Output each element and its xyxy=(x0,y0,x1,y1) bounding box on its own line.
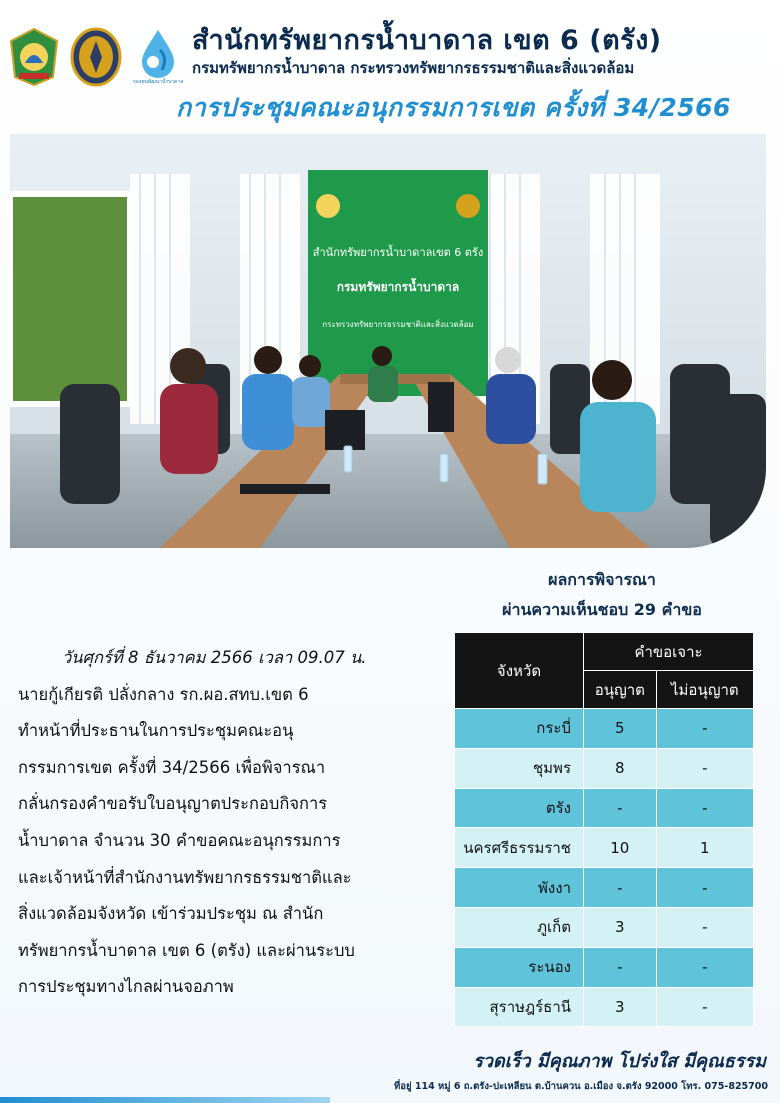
col-approved-header: อนุญาต xyxy=(584,671,657,709)
table-row xyxy=(455,748,754,788)
results-table xyxy=(454,632,754,1027)
slogan: รวดเร็ว มีคุณภาพ โปร่งใส มีคุณธรรม xyxy=(473,1051,766,1072)
approved-cell: 5 xyxy=(584,709,657,749)
province-cell: ระนอง xyxy=(455,947,584,987)
footer-bar xyxy=(0,1097,330,1103)
province-cell: ภูเก็ต xyxy=(455,907,584,947)
department-logo xyxy=(68,26,124,88)
rejected-cell: - xyxy=(656,788,753,828)
body-line: สิ่งแวดล้อมจังหวัด เข้าร่วมประชุม ณ สำนัก xyxy=(18,904,324,924)
body-line: กลั่นกรองคำขอรับใบอนุญาตประกอบกิจการ xyxy=(18,794,328,814)
approved-cell: 8 xyxy=(584,748,657,788)
meeting-title: การประชุมคณะอนุกรรมการเขต ครั้งที่ 34/2566 xyxy=(176,93,731,122)
approved-cell: - xyxy=(584,947,657,987)
body-line: ทรัพยากรน้ำบาดาล เขต 6 (ตรัง) และผ่านระบบ xyxy=(18,940,355,960)
table-row xyxy=(455,709,754,749)
header xyxy=(0,0,780,130)
table-row xyxy=(455,828,754,868)
groundwater-fund-logo xyxy=(130,26,186,88)
department-subtitle: กรมทรัพยากรน้ำบาดาล กระทรวงทรัพยากรธรรมชาติและสิ่งแวดล้อม xyxy=(192,59,635,77)
body-line: การประชุมทางไกลผ่านจอภาพ xyxy=(18,977,234,997)
table-row xyxy=(455,947,754,987)
rejected-cell: - xyxy=(656,907,753,947)
col-rejected-header: ไม่อนุญาต xyxy=(656,671,753,709)
banner-line-1: สำนักทรัพยากรน้ำบาดาลเขต 6 ตรัง xyxy=(312,246,484,259)
body-line: นายกู้เกียรติ ปลั่งกลาง รก.ผอ.สทบ.เขต 6 xyxy=(18,684,309,704)
body-line: กรรมการเขต ครั้งที่ 34/2566 เพื่อพิจารณา xyxy=(18,757,326,777)
results-heading: ผลการพิจารณา xyxy=(548,570,656,589)
body-paragraph xyxy=(18,640,446,1006)
logo-caption: กองทุนพัฒนาน้ำบาดาล xyxy=(132,79,184,85)
table-row xyxy=(455,907,754,947)
province-cell: นครศรีธรรมราช xyxy=(455,828,584,868)
results-subheading: ผ่านความเห็นชอบ 29 คำขอ xyxy=(502,600,702,619)
rejected-cell: - xyxy=(656,947,753,987)
province-cell: สุราษฎร์ธานี xyxy=(455,987,584,1027)
office-title: สำนักทรัพยากรน้ำบาดาล เขต 6 (ตรัง) xyxy=(192,25,662,56)
rejected-cell: - xyxy=(656,709,753,749)
province-cell: ตรัง xyxy=(455,788,584,828)
body-line: ทำหน้าที่ประธานในการประชุมคณะอนุ xyxy=(18,721,294,741)
approved-cell: - xyxy=(584,788,657,828)
table-row xyxy=(455,868,754,908)
approved-cell: 3 xyxy=(584,987,657,1027)
address: ที่อยู่ 114 หมู่ 6 ถ.ตรัง-ปะเหลียน ต.บ้านควน อ.เมือง จ.ตรัง 92000 โทร. 075-825700 xyxy=(394,1081,768,1092)
rejected-cell: - xyxy=(656,987,753,1027)
col-province-header: จังหวัด xyxy=(455,633,584,709)
body-line: น้ำบาดาล จำนวน 30 คำขอคณะอนุกรรมการ xyxy=(18,830,341,850)
province-cell: ชุมพร xyxy=(455,748,584,788)
approved-cell: 10 xyxy=(584,828,657,868)
approved-cell: - xyxy=(584,868,657,908)
logo-group xyxy=(6,26,186,88)
body-line: และเจ้าหน้าที่สำนักงานทรัพยากรธรรมชาติและ xyxy=(18,867,352,887)
province-cell: กระบี่ xyxy=(455,709,584,749)
table-row xyxy=(455,788,754,828)
table-row xyxy=(455,987,754,1027)
approved-cell: 3 xyxy=(584,907,657,947)
meeting-photo xyxy=(10,134,766,548)
banner-line-3: กระทรวงทรัพยากรธรรมชาติและสิ่งแวดล้อม xyxy=(322,320,474,329)
ministry-logo xyxy=(6,26,62,88)
body-line: วันศุกร์ที่ 8 ธันวาคม 2566 เวลา 09.07 น. xyxy=(62,648,367,667)
rejected-cell: - xyxy=(656,868,753,908)
col-group-header: คำขอเจาะ xyxy=(584,633,754,671)
rejected-cell: 1 xyxy=(656,828,753,868)
banner-line-2: กรมทรัพยากรน้ำบาดาล xyxy=(336,280,460,294)
rejected-cell: - xyxy=(656,748,753,788)
province-cell: พังงา xyxy=(455,868,584,908)
